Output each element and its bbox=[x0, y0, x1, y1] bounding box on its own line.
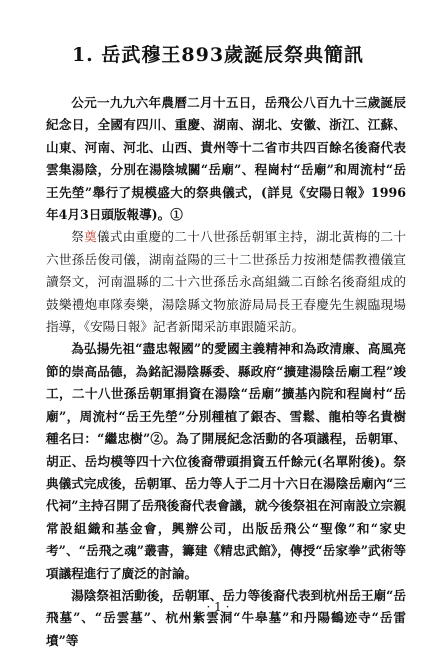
paragraph-1: 公元一九九六年農曆二月十五日，岳飛公八百九十三歲誕辰紀念日，全國有四川、重慶、湖南、湖北、安徽、浙江、江蘇、山東、河南、河北、山西、貴州等十二省市共四百餘名後裔代表雲集湯陰，分別在湯陰城關“岳廟”、程崗村“岳廟”和周流村“岳王先塋”舉行了規模盛大的祭典儀式，(詳見《安陽日報》1996年4月3日頭版報導)。① bbox=[46, 95, 406, 223]
paragraph-2 bbox=[46, 226, 406, 338]
article-body bbox=[46, 92, 406, 652]
page-number: · 1 · bbox=[206, 600, 230, 614]
paragraph-3: 為弘揚先祖“盡忠報國”的愛國主義精神和為政清廉、高風亮節的崇高品德，為銘記湯陰縣委、縣政府“擴建湯陰岳廟工程”竣工，二十八世孫岳朝軍捐資在湯陰“岳廟”擴基內院和程崗村“岳廟”，周流村“岳王先塋”分別種植了銀杏、雪鬆、龍柏等名貴樹種名曰：“繼忠樹”②。為了開展紀念活動的各項議程，岳朝軍、胡正、岳均模等四十六位後裔帶頭捐資五仟餘元(名單附後)。祭典儀式完成後，岳朝軍、岳力等人于二月十六日在湯陰岳廟內“三代祠”主持召開了岳飛後裔代表會議，就今後祭祖在河南設立宗親常設組織和基金會，興辦公司，出版岳飛公“聖像”和“家史考”、“岳飛之魂”叢書，籌建《精忠武館》，傳授“岳家拳”武術等項議程進行了廣泛的討論。 bbox=[46, 341, 406, 581]
page-title: 1. 岳武穆王893歲誕辰祭典簡訊 bbox=[71, 44, 365, 66]
paragraph-2-start: 祭 bbox=[71, 229, 85, 245]
paragraph-2-rest: 儀式由重慶的二十八世孫岳朝軍主持，湖北黃梅的二十六世孫岳俊司儀，湖南益陽的三十二世孫岳力按湘楚儒教禮儀宣讀祭文，河南溫縣的二十六世孫岳永高組織二百餘名後裔組成的鼓樂禮炮車隊奏樂，湯陰縣文物旅游局局長王春慶先生親臨現場指導，《安陽日報》記者新聞采訪車跟隨采訪。 bbox=[46, 229, 407, 335]
highlighted-character: 奠 bbox=[84, 229, 97, 245]
paragraph-4: 湯陰祭祖活動後，岳朝軍、岳力等後裔代表到杭州岳王廟“岳飛墓”、“岳雲墓”、杭州紫雲洞“牛皋墓”和丹陽鶴迹寺“岳雷墳”等 bbox=[46, 587, 406, 648]
